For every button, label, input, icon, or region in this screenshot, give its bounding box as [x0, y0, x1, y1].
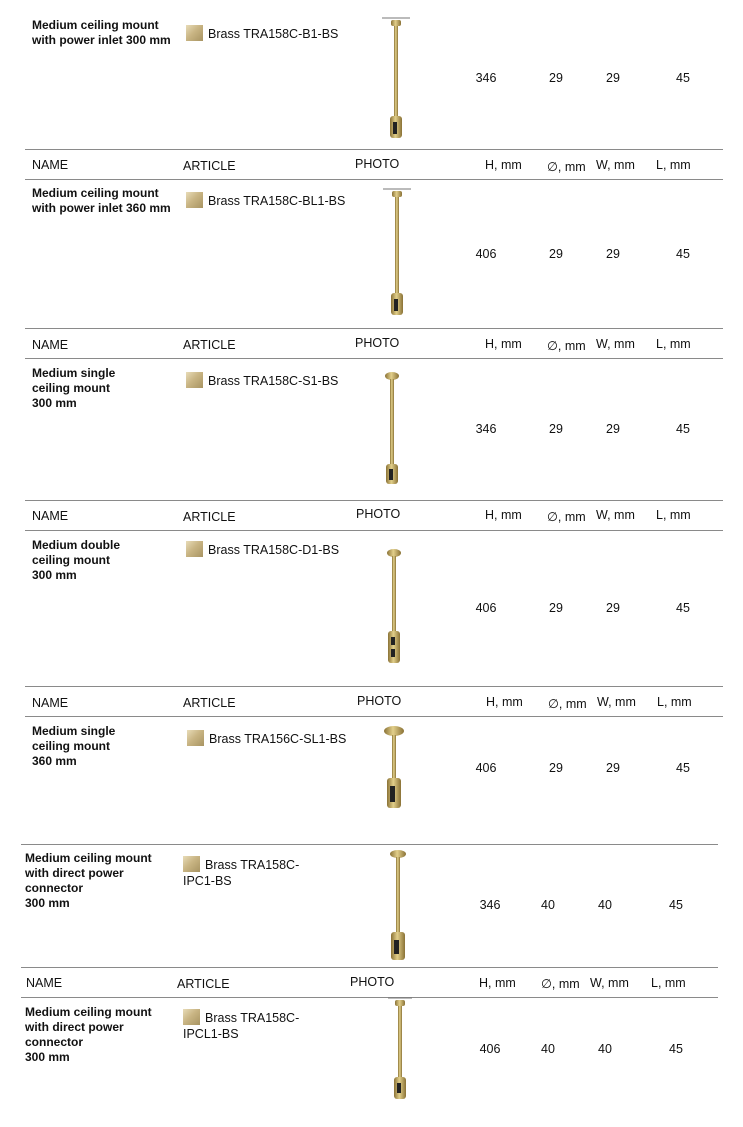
brass-swatch-icon	[187, 730, 204, 746]
column-header-name: NAME	[32, 696, 69, 710]
product-name: Medium ceiling mount with direct power connector 300 mm	[25, 851, 152, 910]
diameter-value: 29	[549, 71, 563, 85]
table-rule	[25, 530, 723, 531]
length-value: 45	[676, 422, 690, 436]
width-value: 29	[606, 422, 620, 436]
product-article: Brass TRA158C-D1-BS	[186, 541, 339, 558]
product-name: Medium double ceiling mount 300 mm	[32, 538, 120, 582]
product-name: Medium single ceiling mount 360 mm	[32, 724, 116, 768]
height-value: 406	[475, 601, 497, 615]
column-header-length: L, mm	[656, 158, 691, 172]
column-header-photo: PHOTO	[355, 157, 400, 171]
product-name: Medium single ceiling mount 300 mm	[32, 366, 116, 410]
width-value: 29	[606, 761, 620, 775]
column-header-diameter: ∅, mm	[547, 339, 586, 353]
brass-swatch-icon	[186, 25, 203, 41]
column-header-article: ARTICLE	[183, 338, 236, 352]
table-rule	[21, 844, 718, 845]
product-name: Medium ceiling mount with direct power connector 300 mm	[25, 1005, 152, 1064]
column-header-photo: PHOTO	[350, 975, 395, 989]
column-header-width: W, mm	[596, 158, 635, 172]
length-value: 45	[669, 1042, 683, 1056]
product-photo	[386, 848, 410, 962]
width-value: 29	[606, 71, 620, 85]
product-article: Brass TRA158C- IPC1-BS	[183, 858, 300, 888]
length-value: 45	[676, 601, 690, 615]
length-value: 45	[676, 71, 690, 85]
diameter-value: 40	[541, 898, 555, 912]
height-value: 406	[475, 761, 497, 775]
table-rule	[25, 500, 723, 501]
height-value: 346	[479, 898, 501, 912]
product-name: Medium ceiling mount with power inlet 300 mm	[32, 18, 171, 47]
product-article: Brass TRA158C- IPCL1-BS	[183, 1011, 300, 1041]
column-header-diameter: ∅, mm	[547, 510, 586, 524]
product-article: Brass TRA158C-S1-BS	[186, 372, 338, 389]
column-header-article: ARTICLE	[183, 696, 236, 710]
column-header-length: L, mm	[656, 337, 691, 351]
table-rule	[25, 358, 723, 359]
length-value: 45	[676, 761, 690, 775]
brass-swatch-icon	[186, 372, 203, 388]
column-header-name: NAME	[32, 158, 69, 172]
table-rule	[25, 686, 723, 687]
table-rule	[25, 149, 723, 150]
diameter-value: 29	[549, 761, 563, 775]
column-header-length: L, mm	[657, 695, 692, 709]
table-rule	[25, 328, 723, 329]
table-rule	[25, 716, 723, 717]
width-value: 40	[598, 1042, 612, 1056]
height-value: 406	[475, 247, 497, 261]
column-header-name: NAME	[26, 976, 63, 990]
column-header-height: H, mm	[485, 508, 522, 522]
product-photo	[381, 724, 407, 812]
column-header-height: H, mm	[486, 695, 523, 709]
length-value: 45	[676, 247, 690, 261]
column-header-photo: PHOTO	[355, 336, 400, 350]
width-value: 29	[606, 601, 620, 615]
product-photo	[383, 547, 405, 667]
brass-swatch-icon	[183, 1009, 200, 1025]
table-rule	[25, 179, 723, 180]
height-value: 406	[479, 1042, 501, 1056]
diameter-value: 29	[549, 422, 563, 436]
column-header-height: H, mm	[479, 976, 516, 990]
length-value: 45	[669, 898, 683, 912]
brass-swatch-icon	[186, 541, 203, 557]
column-header-width: W, mm	[596, 337, 635, 351]
brass-swatch-icon	[186, 192, 203, 208]
product-article: Brass TRA158C-B1-BS	[186, 25, 338, 42]
product-name: Medium ceiling mount with power inlet 360 mm	[32, 186, 171, 215]
column-header-article: ARTICLE	[183, 159, 236, 173]
column-header-diameter: ∅, mm	[548, 697, 587, 711]
product-photo	[386, 997, 414, 1103]
column-header-width: W, mm	[590, 976, 629, 990]
width-value: 29	[606, 247, 620, 261]
column-header-length: L, mm	[651, 976, 686, 990]
column-header-name: NAME	[32, 338, 69, 352]
height-value: 346	[475, 422, 497, 436]
column-header-photo: PHOTO	[357, 694, 402, 708]
table-rule	[21, 997, 718, 998]
width-value: 40	[598, 898, 612, 912]
column-header-article: ARTICLE	[177, 977, 230, 991]
column-header-height: H, mm	[485, 337, 522, 351]
product-photo	[380, 16, 412, 140]
diameter-value: 40	[541, 1042, 555, 1056]
table-rule	[21, 967, 718, 968]
brass-swatch-icon	[183, 856, 200, 872]
column-header-diameter: ∅, mm	[547, 160, 586, 174]
diameter-value: 29	[549, 247, 563, 261]
column-header-height: H, mm	[485, 158, 522, 172]
column-header-length: L, mm	[656, 508, 691, 522]
product-article: Brass TRA158C-BL1-BS	[186, 192, 345, 209]
column-header-name: NAME	[32, 509, 69, 523]
column-header-diameter: ∅, mm	[541, 977, 580, 991]
product-photo	[381, 187, 413, 317]
column-header-article: ARTICLE	[183, 510, 236, 524]
height-value: 346	[475, 71, 497, 85]
column-header-width: W, mm	[597, 695, 636, 709]
column-header-width: W, mm	[596, 508, 635, 522]
product-article: Brass TRA156C-SL1-BS	[187, 730, 346, 747]
column-header-photo: PHOTO	[356, 507, 401, 521]
product-photo	[381, 370, 403, 486]
diameter-value: 29	[549, 601, 563, 615]
